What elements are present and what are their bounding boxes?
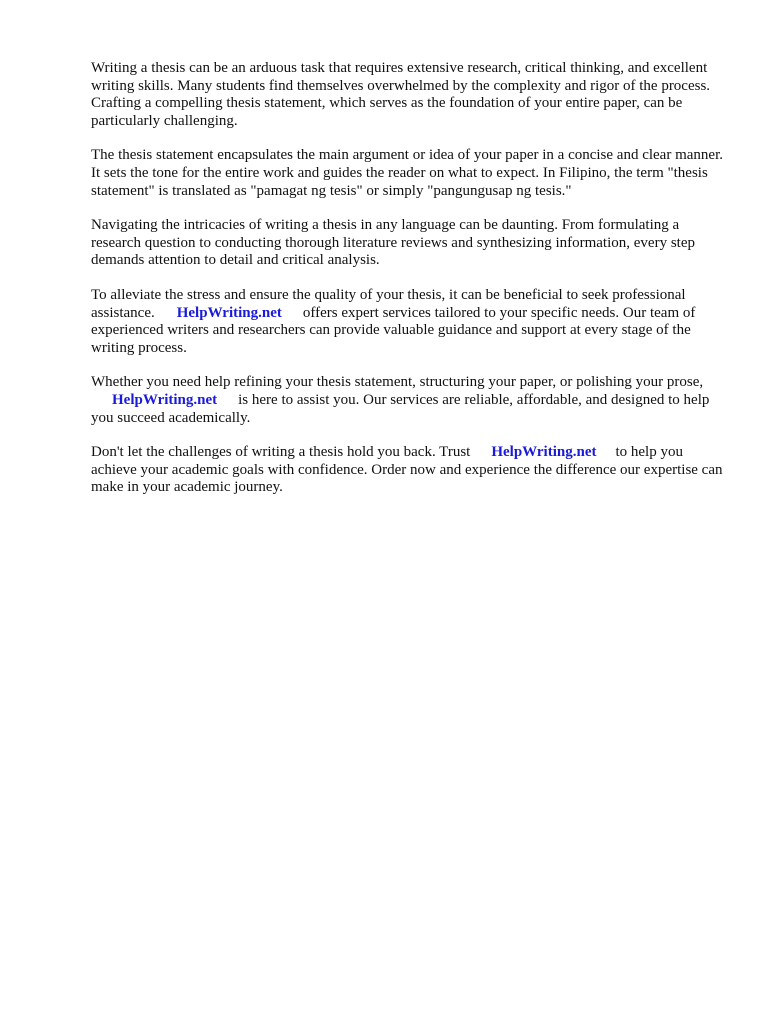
helpwriting-link-2[interactable]: HelpWriting.net (112, 391, 218, 408)
paragraph-intro: Writing a thesis can be an arduous task that requires extensive research, critical thinking, and excellent writing skills. Many students find themselves overwhelmed by the complexity and rigor of the process. Crafting a compelling thesis statement, which serves as the foundation of your entire paper, can be particularly challenging. (91, 60, 711, 129)
paragraph-closing-text-after: to help you achieve your academic goals with confidence. Order now and experience the difference our expertise can make in your academic journey. (91, 444, 723, 496)
paragraph-closing (91, 444, 723, 497)
paragraph-closing-text-before: Don't let the challenges of writing a thesis hold you back. Trust (91, 444, 471, 461)
paragraph-assistance (91, 287, 723, 357)
paragraph-services-text-after: is here to assist you. Our services are reliable, affordable, and designed to help you succeed academically. (91, 391, 710, 426)
helpwriting-link-1[interactable]: HelpWriting.net (176, 304, 282, 321)
paragraph-navigating: Navigating the intricacies of writing a thesis in any language can be daunting. From formulating a research question to conducting thorough literature reviews and synthesizing information, every step demands attention to detail and critical analysis. (91, 217, 695, 269)
paragraph-thesis-statement: The thesis statement encapsulates the main argument or idea of your paper in a concise and clear manner. It sets the tone for the entire work and guides the reader on what to expect. In Filipino, the term "thesis statement" is translated as "pamagat ng tesis" or simply "pangungusap ng tesis." (91, 147, 723, 199)
paragraph-assistance-text-before: To alleviate the stress and ensure the quality of your thesis, it can be beneficial to seek professional assistance. (91, 286, 686, 321)
paragraph-assistance-text-after: offers expert services tailored to your specific needs. Our team of experienced writers and researchers can provide valuable guidance and support at every stage of the writing process. (91, 304, 696, 356)
document-page (91, 60, 723, 514)
helpwriting-link-3[interactable]: HelpWriting.net (491, 444, 597, 461)
paragraph-services-text-before: Whether you need help refining your thesis statement, structuring your paper, or polishing your prose, (91, 374, 704, 391)
paragraph-services (91, 374, 723, 427)
